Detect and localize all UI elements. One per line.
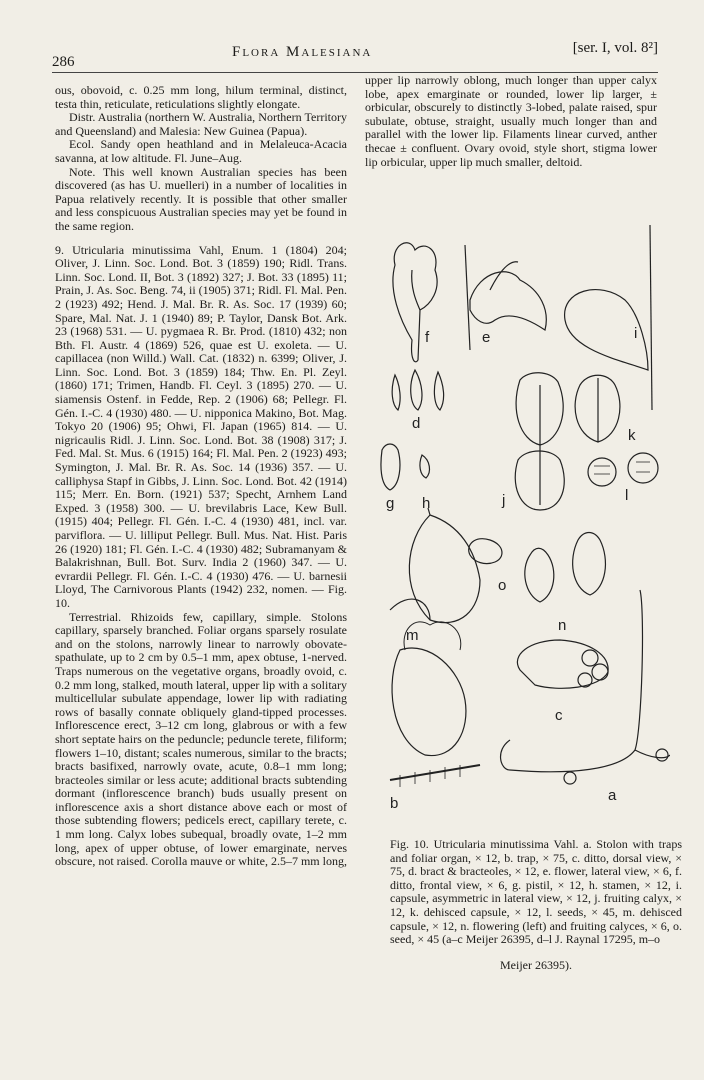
figure-caption (390, 826, 682, 984)
label-d: d (412, 415, 421, 432)
label-j: j (502, 492, 506, 509)
right-column (365, 74, 657, 169)
flower-frontal-drawing (393, 243, 437, 362)
label-i: i (634, 325, 638, 342)
caption-last-line: Meijer 26395). (500, 957, 572, 972)
caption-text: Fig. 10. Utricularia minutissima Vahl. a. Stolon with traps and foliar organ, × 12, b. trap, × 75, c. ditto, dorsal view, × 75, d. bract & bracteoles, × 12, e. flower, lateral view, × 6, f. ditto, frontal view, × 6, g. pistil, × 12, h. stamen, × 12, i. capsule, asymmetric in lateral view, × 12, j. fruiting calyx, × 12, k. dehisced capsule, × 12, l. seeds, × 45, m. dehisced capsule, × 12, n. flowering (left) and fruiting calyces, × 6, o. seed, × 45 (a–c Meijer 26395, d–l J. Raynal 17295, m–o (390, 837, 682, 947)
seeds-drawing (588, 453, 658, 486)
seed-description-end: ous, obovoid, c. 0.25 mm long, hilum terminal, distinct, testa thin, reticulate, reticulations slightly elongate. (55, 84, 347, 111)
trap-drawing (390, 622, 480, 787)
label-g: g (386, 495, 395, 512)
ecology-paragraph: Ecol. Sandy open heathland and in Melaleuca-Acacia savanna, at low altitude. Fl. June–Aug. (55, 137, 347, 165)
label-a: a (608, 787, 617, 804)
flower-lateral-drawing (465, 245, 546, 350)
page-number: 286 (52, 54, 75, 70)
distribution-paragraph: Distr. Australia (northern W. Australia, Northern Territory and Queensland) and Malesia: New Guinea (Papua). (55, 110, 347, 138)
label-l: l (625, 487, 629, 504)
label-n: n (558, 617, 567, 634)
fruiting-calyx-drawing (515, 373, 564, 510)
running-title: Flora Malesiana (232, 44, 373, 60)
running-header (52, 40, 658, 70)
calyces-drawing (525, 533, 606, 603)
capsule-m-drawing (390, 508, 480, 623)
label-k: k (628, 427, 636, 444)
pistil-stamen-drawing (381, 444, 430, 490)
label-f: f (425, 329, 430, 346)
note-paragraph: Note. This well known Australian species has been discovered (as has U. muelleri) in a number of localities in Papua relatively recently. It is possible that other smaller and less conspicuous Australian species may yet be found in the same region. (55, 164, 347, 233)
bracts-drawing (392, 370, 443, 410)
label-c: c (555, 707, 563, 724)
corolla-description: upper lip narrowly oblong, much longer than upper calyx lobe, apex emarginate or rounded, lower lip larger, ± orbicular, obscurely to distinctly 3-lobed, palate raised, spur subulate, obtuse, straight, usually much longer than and parallel with the lower lip. Filaments linear curved, anther thecae ± confluent. Ovary ovoid, style short, stigma lower lip orbicular, upper lip much smaller, deltoid. (365, 73, 657, 169)
figure-drawing (370, 210, 670, 820)
label-o: o (498, 577, 507, 594)
label-b: b (390, 795, 399, 812)
label-m: m (406, 627, 419, 644)
label-e: e (482, 329, 491, 346)
seed-o-drawing (469, 539, 502, 564)
trap-dorsal-drawing (517, 640, 608, 688)
left-column (55, 84, 347, 984)
series-volume: [ser. I, vol. 8²] (572, 40, 658, 56)
label-h: h (422, 495, 431, 512)
dehisced-capsule-drawing (575, 375, 620, 442)
capsule-lateral-drawing (565, 225, 652, 410)
botanical-figure (370, 210, 670, 820)
species-heading-synonymy: 9. Utricularia minutissima Vahl, Enum. 1 (1804) 204; Oliver, J. Linn. Soc. Lond. Bot. 3 (1859) 190; Ridl. Trans. Linn. Soc. Lond. II, Bot. 3 (1892) 327; J. Bot. 33 (1895) 11; Prain, J. As. Soc. Beng. 74, ii (1905) 371; Ridl. Fl. Mal. Pen. 2 (1923) 492; Hend. J. Mal. Br. R. As. Soc. 17 (1939) 60; Spare, Mal. Nat. J. 1 (1940) 89; P. Taylor, Dansk Bot. Ark. 23 (1968) 531. — U. pygmaea R. Br. Prod. (1810) 432; non Bth. Fl. Austr. 4 (1869) 526, quae est U. exoleta. — U. capillacea (non Willd.) Wall. Cat. (1832) n. 6399; Oliver, J. Linn. Soc. Lond. Bot. 3 (1859) 184; Thw. En. Pl. Zeyl. (1860) 171; Trimen, Handb. Fl. Ceyl. 3 (1895) 270. — U. siamensis Ostenf. in Fedde, Rep. 2 (1906) 68; Pellegr. Fl. Gén. I.-C. 4 (1930) 480. — U. nipponica Makino, Bot. Mag. Tokyo 20 (1906) 95; Ohwi, Fl. Japan (1965) 814. — U. nigricaulis Ridl. J. Linn. Soc. Lond. Bot. 38 (1908) 317; J. Fed. Mal. St. Mus. 6 (1915) 164; Fl. Mal. Pen. 2 (1923) 493; Symington, J. Mal. Br. R. As. Soc. 14 (1936) 357. — U. calliphysa Stapf in Gibbs, J. Linn. Soc. Lond. Bot. 42 (1914) 115; Merr. En. Born. (1921) 537; Specht, Arnhem Land Exped. 3 (1958) 300. — U. brevilabris Lace, Kew Bull. (1915) 404; Pellegr. Fl. Gén. I.-C. 4 (1930) 481, incl. var. parviflora. — U. lilliput Pellegr. Bull. Mus. Nat. Hist. Paris 26 (1920) 181; Fl. Gén. I.-C. 4 (1930) 482; Subramanyam & Balakrishnan, Bull. Bot. Surv. India 2 (1960) 347. — U. evrardii Pellegr. Fl. Gén. I.-C. 4 (1930) 476. — U. barnesii Lloyd, The Carnivorous Plants (1942) 232, nomen. — Fig. 10. (55, 242, 347, 610)
species-description: Terrestrial. Rhizoids few, capillary, simple. Stolons capillary, sparsely branched. Foliar organs sparsely rosulate and on the stolons, narrowly linear to narrowly obovate-spathulate, up to 2 cm by 0.5–1 mm, apex obtuse, 1-nerved. Traps numerous on the vegetative organs, broadly ovoid, c. 0.2 mm long, stalked, mouth lateral, upper lip with a solitary multicellular subulate appendage, lower lip with radiating rows of basally connate obliquely gland-tipped processes. Inflorescence erect, 3–12 cm long, glabrous or with a few short septate hairs on the peduncle; peduncle terete, filiform; flowers 1–10, distant; scales numerous, similar to the bracts; bracts basifixed, narrowly ovate, acute, 0.8–1 mm long; bracteoles similar or less acute; additional bracts subtending dormant (inflorescence branch) buds usually present on inflorescence axis a short distance above each or most of those subtending flowers; pedicels erect, capillary terete, c. 1 mm long. Calyx lobes subequal, broadly ovate, 1–2 mm long, apex of upper obtuse, of lower emarginate, nerves obscure, not raised. Corolla mauve or white, 2.5–7 mm long, (55, 609, 347, 869)
